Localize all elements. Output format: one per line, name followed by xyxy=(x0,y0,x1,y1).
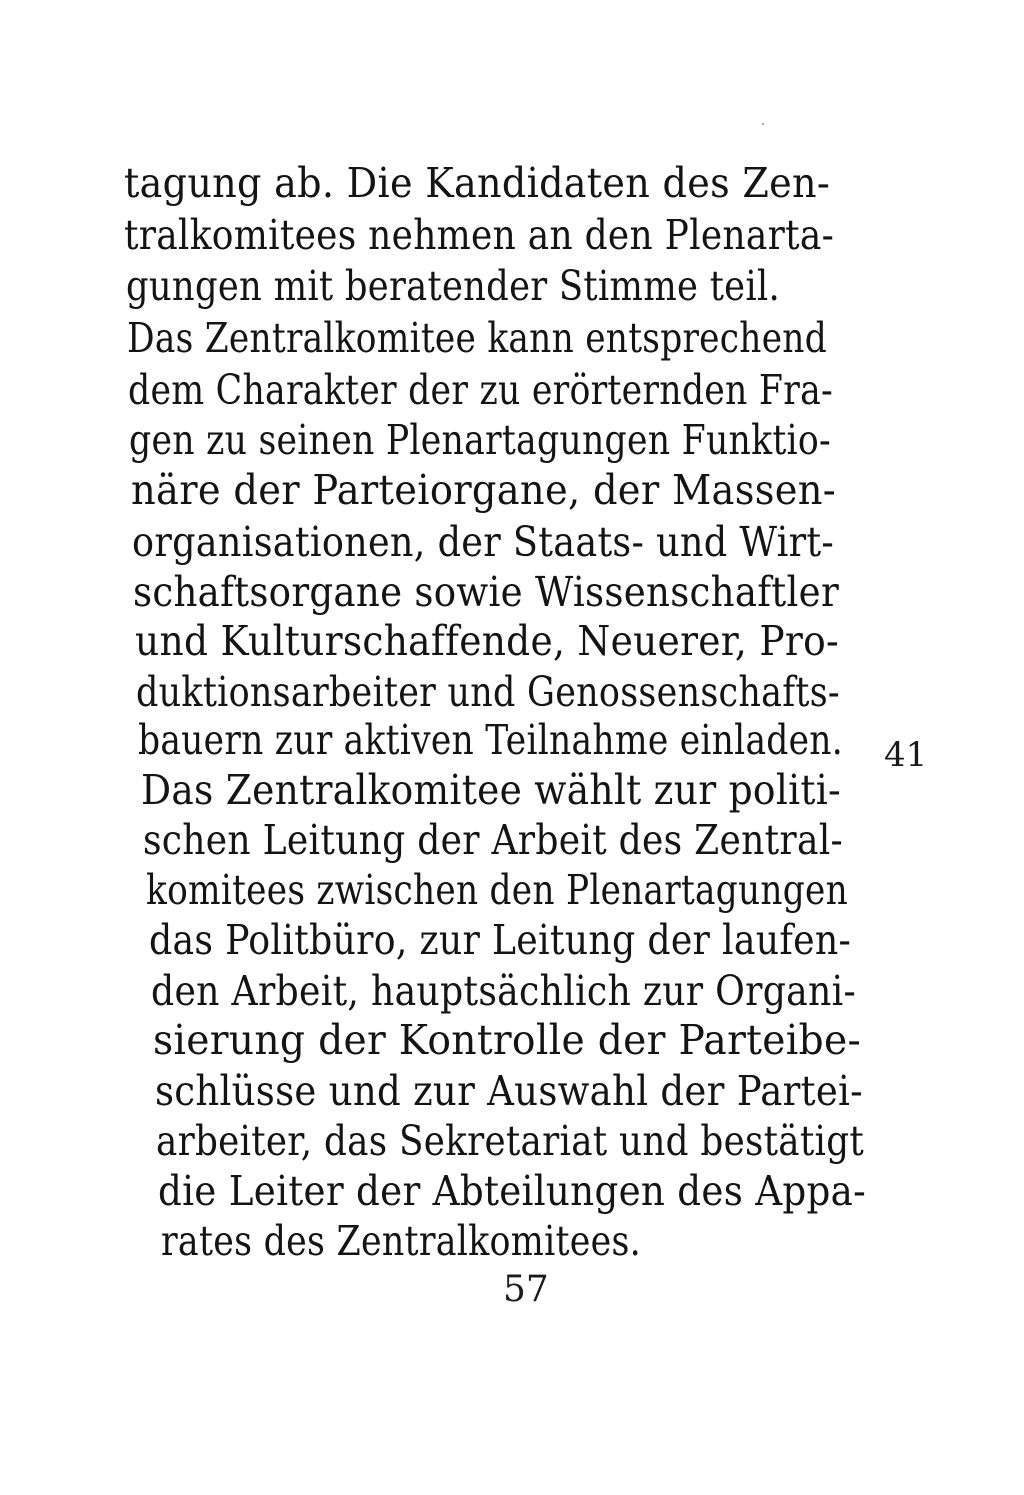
text-line: gungen mit beratender Stimme teil. xyxy=(126,262,780,310)
text-line: tralkomitees nehmen an den Plenarta- xyxy=(124,211,834,259)
text-line: das Politbüro, zur Leitung der laufen- xyxy=(149,916,851,964)
text-line: schen Leitung der Arbeit des Zentral- xyxy=(143,816,843,864)
margin-number: 41 xyxy=(884,735,928,775)
text-line: Das Zentralkomitee kann entsprechend xyxy=(127,314,827,362)
text-line: schaftsorgane sowie Wissenschaftler xyxy=(133,568,839,616)
text-line: dem Charakter der zu erörternden Fra- xyxy=(128,366,833,414)
text-line: bauern zur aktiven Teilnahme einladen. xyxy=(138,716,843,764)
text-line: näre der Parteiorgane, der Massen- xyxy=(131,466,836,514)
text-line: rates des Zentralkomitees. xyxy=(161,1217,641,1265)
text-line: den Arbeit, hauptsächlich zur Organi- xyxy=(151,967,856,1015)
text-line: sierung der Kontrolle der Parteibe- xyxy=(153,1016,861,1064)
text-line: arbeiter, das Sekretariat und bestätigt xyxy=(156,1117,864,1165)
text-line: Das Zentralkomitee wählt zur politi- xyxy=(141,766,841,814)
text-line: und Kulturschaffende, Neuerer, Pro- xyxy=(135,617,839,665)
text-line: schlüsse und zur Auswahl der Partei- xyxy=(155,1067,863,1115)
text-line: gen zu seinen Plenartagungen Funktio- xyxy=(129,416,831,464)
text-line: komitees zwischen den Plenartagungen xyxy=(146,866,848,914)
text-line: die Leiter der Abteilungen des Appa- xyxy=(158,1167,866,1215)
text-line: duktionsarbeiter und Genossenschafts- xyxy=(136,668,840,716)
text-line: organisationen, der Staats- und Wirt- xyxy=(132,518,834,566)
text-line: tagung ab. Die Kandidaten des Zen- xyxy=(124,159,830,207)
page-number: 57 xyxy=(503,1269,549,1310)
